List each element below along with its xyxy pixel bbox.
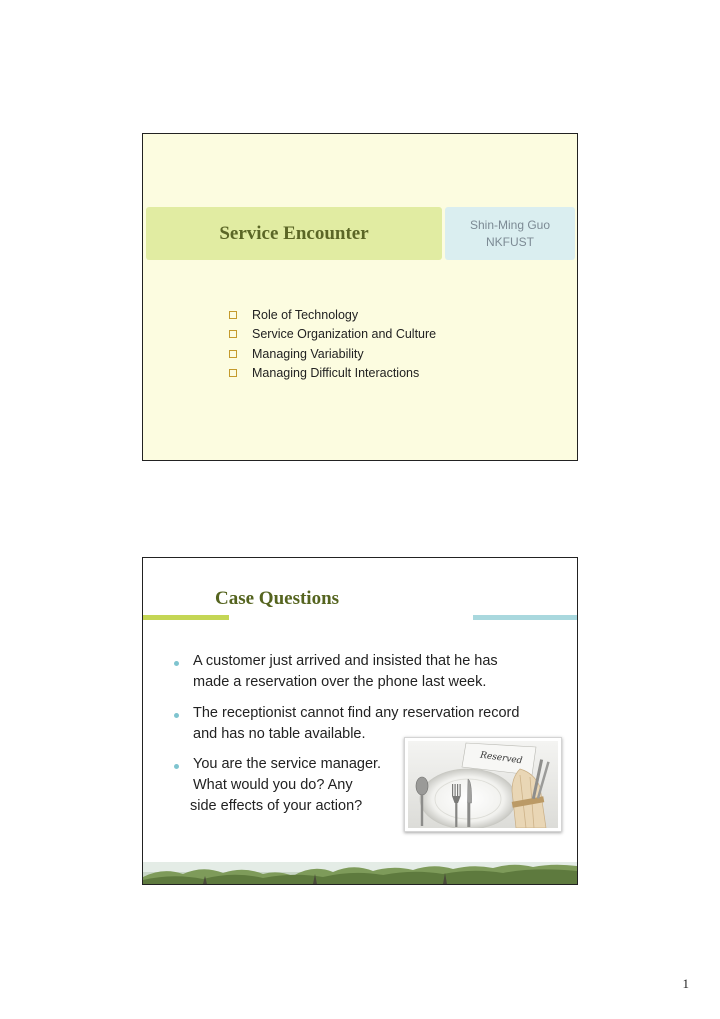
green-accent-bar — [143, 615, 229, 620]
author-box — [445, 207, 575, 260]
bullet-2-line-2: and has no table available. — [193, 726, 366, 742]
tree-canopy-banner — [143, 862, 577, 884]
bullet-1-line-1: A customer just arrived and insisted that he has — [193, 653, 498, 669]
list-item — [229, 364, 436, 384]
dot-bullet-icon — [174, 764, 179, 769]
place-setting-image — [408, 741, 558, 828]
topic-list — [229, 305, 436, 383]
list-item-text: Service Organization and Culture — [252, 327, 437, 342]
bullet-3-line-2: What would you do? Any — [193, 777, 353, 793]
bullet-2-line-1: The receptionist cannot find any reservation record — [193, 705, 520, 721]
list-item — [229, 325, 436, 345]
slide-title: Service Encounter — [219, 222, 369, 244]
list-item-text: Managing Variability — [252, 346, 364, 361]
blue-accent-bar — [473, 615, 577, 620]
dot-bullet-icon — [174, 713, 179, 718]
square-bullet-icon — [229, 330, 237, 338]
list-item — [229, 305, 436, 325]
reserved-table-photo — [404, 737, 562, 832]
list-item-text: Role of Technology — [252, 307, 359, 322]
bullet-3-line-1: You are the service manager. — [193, 756, 382, 772]
bullet-3-line-3: side effects of your action? — [190, 798, 363, 814]
title-box — [146, 207, 442, 260]
list-item — [229, 344, 436, 364]
square-bullet-icon — [229, 311, 237, 319]
list-item-text: Managing Difficult Interactions — [252, 366, 420, 381]
page-number: 1 — [682, 976, 689, 991]
square-bullet-icon — [229, 369, 237, 377]
square-bullet-icon — [229, 350, 237, 358]
slide-1 — [142, 133, 578, 461]
reserved-card-text: Reserved — [479, 750, 523, 767]
author-name: Shin-Ming Guo — [469, 217, 551, 232]
dot-bullet-icon — [174, 661, 179, 666]
bullet-1-line-2: made a reservation over the phone last week. — [193, 674, 487, 690]
slide-2 — [142, 557, 578, 885]
affiliation: NKFUST — [486, 234, 534, 249]
slide-title: Case Questions — [215, 588, 340, 609]
